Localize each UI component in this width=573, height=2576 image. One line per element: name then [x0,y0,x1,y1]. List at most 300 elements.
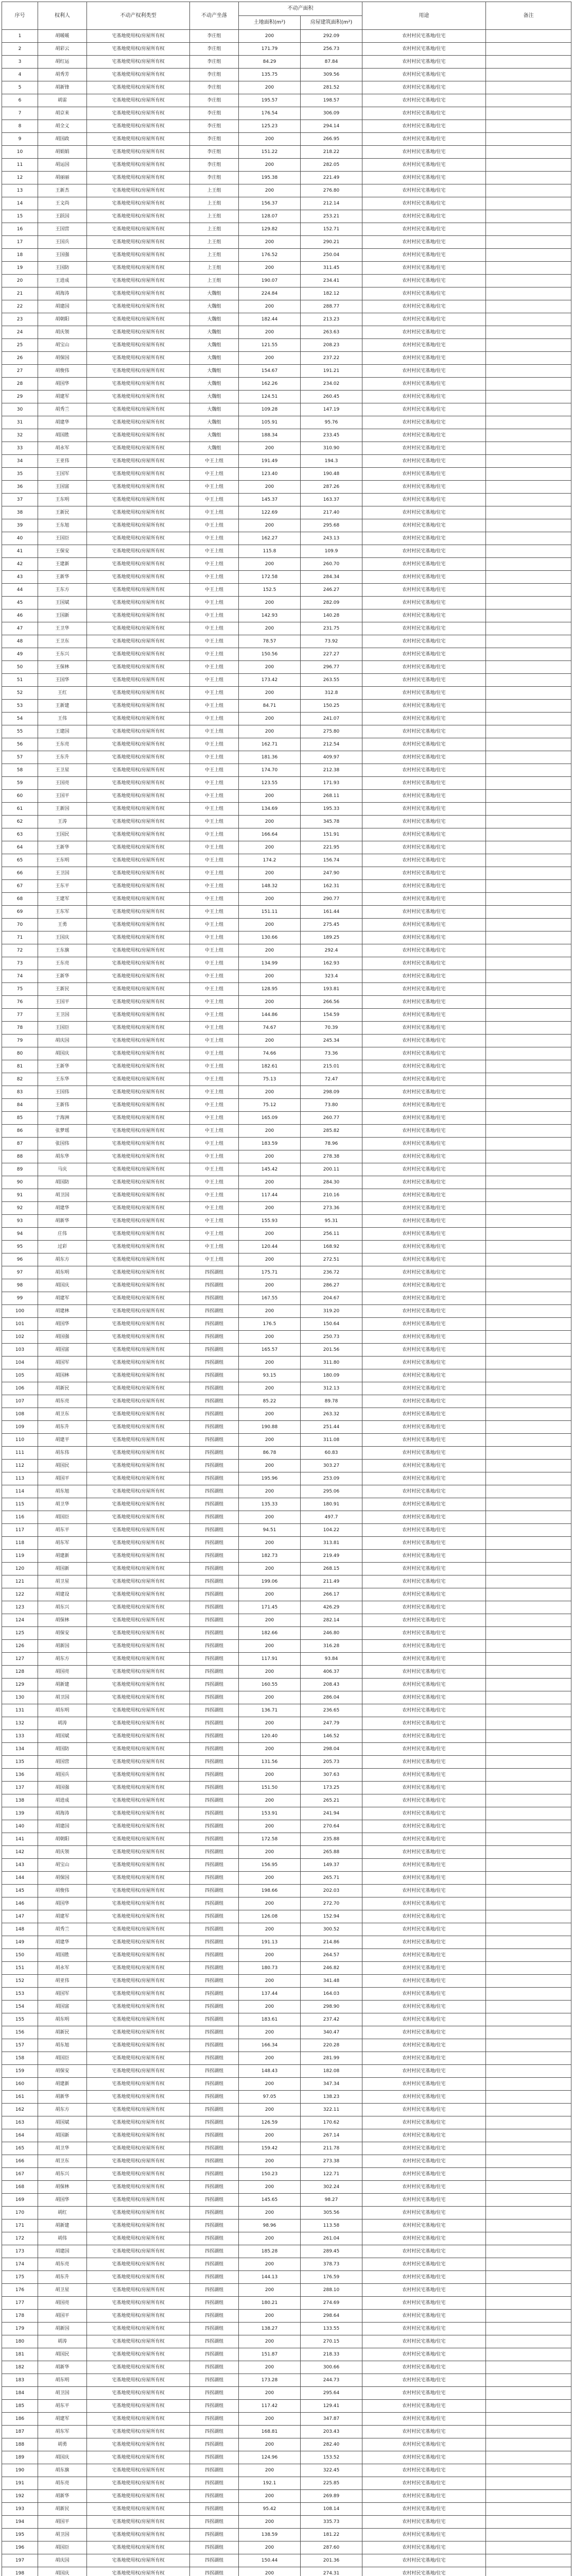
seq-cell: 116 [2,1511,38,1524]
table-row [2,1022,571,1035]
land-area-cell: 183.59 [239,1138,301,1150]
owner-cell: 胡东兴 [38,2168,87,2181]
building-area-cell: 227.27 [301,648,362,661]
remark-cell [486,2116,571,2129]
owner-cell: 王新华 [38,571,87,584]
table-row [2,2361,571,2374]
location-cell: 四拐湖组 [190,1769,239,1782]
owner-cell: 胡雷 [38,94,87,107]
table-row [2,931,571,944]
right-type-cell: 宅基地使用权/房屋所有权 [87,854,190,867]
land-area-cell: 151.11 [239,906,301,919]
use-cell: 农村村民宅基地/住宅 [362,1382,486,1395]
land-area-cell: 117.42 [239,2400,301,2413]
seq-cell: 103 [2,1344,38,1357]
building-area-cell: 287.60 [301,2541,362,2554]
table-row [2,906,571,919]
use-cell: 农村村民宅基地/住宅 [362,2142,486,2155]
owner-cell: 胡新华 [38,2361,87,2374]
land-area-cell: 136.71 [239,1704,301,1717]
building-area-cell: 235.88 [301,1833,362,1846]
land-area-cell: 94.51 [239,1524,301,1537]
owner-cell: 胡建新 [38,1550,87,1563]
land-area-cell: 171.45 [239,1601,301,1614]
seq-cell: 4 [2,69,38,81]
right-type-cell: 宅基地使用权/房屋所有权 [87,1408,190,1421]
building-area-cell: 260.77 [301,1112,362,1125]
seq-cell: 15 [2,210,38,223]
location-cell: 四拐湖组 [190,2001,239,2013]
use-cell: 农村村民宅基地/住宅 [362,1266,486,1279]
land-area-cell: 130.66 [239,931,301,944]
right-type-cell: 宅基地使用权/房屋所有权 [87,1125,190,1138]
land-area-cell: 176.52 [239,249,301,262]
right-type-cell: 宅基地使用权/房屋所有权 [87,1112,190,1125]
location-cell: 中王上组 [190,764,239,777]
seq-cell: 51 [2,674,38,687]
land-area-cell: 151.22 [239,146,301,159]
seq-cell: 56 [2,738,38,751]
seq-cell: 179 [2,2323,38,2335]
land-area-cell: 84.71 [239,700,301,713]
owner-cell: 胡国胜 [38,429,87,442]
seq-cell: 125 [2,1627,38,1640]
seq-cell: 99 [2,1292,38,1305]
remark-cell [486,1421,571,1434]
use-cell: 农村村民宅基地/住宅 [362,1743,486,1756]
use-cell: 农村村民宅基地/住宅 [362,146,486,159]
owner-cell: 胡建华 [38,1936,87,1949]
remark-cell [486,738,571,751]
seq-cell: 7 [2,107,38,120]
seq-cell: 49 [2,648,38,661]
building-area-cell: 278.38 [301,1150,362,1163]
land-area-cell: 125.23 [239,120,301,133]
building-area-cell: 295.68 [301,519,362,532]
location-cell: 四拐湖组 [190,2219,239,2232]
right-type-cell: 宅基地使用权/房屋所有权 [87,609,190,622]
remark-cell [486,455,571,468]
table-row [2,970,571,983]
land-area-cell: 200 [239,1743,301,1756]
location-cell: 中王上组 [190,983,239,996]
owner-cell: 王国强 [38,249,87,262]
right-type-cell: 宅基地使用权/房屋所有权 [87,1833,190,1846]
table-row [2,223,571,236]
remark-cell [486,854,571,867]
use-cell: 农村村民宅基地/住宅 [362,2026,486,2039]
seq-cell: 147 [2,1910,38,1923]
location-cell: 李庄组 [190,69,239,81]
use-cell: 农村村民宅基地/住宅 [362,1859,486,1872]
table-row [2,1794,571,1807]
seq-cell: 149 [2,1936,38,1949]
location-cell: 中王上组 [190,1150,239,1163]
use-cell: 农村村民宅基地/住宅 [362,1756,486,1769]
owner-cell: 于海洲 [38,1112,87,1125]
building-area-cell: 340.47 [301,2026,362,2039]
location-cell: 大魏组 [190,391,239,403]
land-area-cell: 159.42 [239,2142,301,2155]
table-row [2,352,571,365]
location-cell: 中王上组 [190,1112,239,1125]
seq-cell: 183 [2,2374,38,2387]
table-row [2,1743,571,1756]
use-cell: 农村村民宅基地/住宅 [362,2039,486,2052]
remark-cell [486,777,571,790]
remark-cell [486,378,571,391]
table-row [2,2490,571,2503]
seq-cell: 92 [2,1202,38,1215]
building-area-cell: 203.43 [301,2426,362,2438]
right-type-cell: 宅基地使用权/房屋所有权 [87,1640,190,1653]
seq-cell: 48 [2,635,38,648]
owner-cell: 胡国华 [38,1318,87,1331]
building-area-cell: 378.73 [301,2258,362,2271]
owner-cell: 胡秀芳 [38,69,87,81]
building-area-cell: 218.33 [301,2348,362,2361]
land-area-cell: 181.36 [239,751,301,764]
remark-cell [486,2529,571,2541]
building-area-cell: 282.09 [301,597,362,609]
owner-cell: 胡建国 [38,300,87,313]
seq-cell: 102 [2,1331,38,1344]
owner-cell: 胡东平 [38,2400,87,2413]
owner-cell: 胡新民 [38,1382,87,1395]
location-cell: 大魏组 [190,326,239,339]
seq-cell: 16 [2,223,38,236]
remark-cell [486,1022,571,1035]
building-area-cell: 341.48 [301,1975,362,1988]
remark-cell [486,2361,571,2374]
use-cell: 农村村民宅基地/住宅 [362,1047,486,1060]
seq-cell: 161 [2,2091,38,2104]
location-cell: 四拐湖组 [190,2567,239,2576]
remark-cell [486,2477,571,2490]
owner-cell: 马庆 [38,1163,87,1176]
remark-cell [486,262,571,275]
table-row [2,1112,571,1125]
use-cell: 农村村民宅基地/住宅 [362,1627,486,1640]
land-area-cell: 200 [239,1640,301,1653]
owner-cell: 王东明 [38,854,87,867]
use-cell: 农村村民宅基地/住宅 [362,2438,486,2451]
owner-cell: 胡宝山 [38,1859,87,1872]
right-type-cell: 宅基地使用权/房屋所有权 [87,1975,190,1988]
use-cell: 农村村民宅基地/住宅 [362,1060,486,1073]
remark-cell [486,468,571,481]
location-cell: 中王上组 [190,1241,239,1253]
remark-cell [486,172,571,184]
building-area-cell: 302.24 [301,2181,362,2194]
header-area-group: 不动产面积 [239,2,362,16]
owner-cell: 胡京来 [38,107,87,120]
use-cell: 农村村民宅基地/住宅 [362,133,486,146]
seq-cell: 25 [2,339,38,352]
building-area-cell: 313.81 [301,1537,362,1550]
location-cell: 中王上组 [190,571,239,584]
right-type-cell: 宅基地使用权/房屋所有权 [87,275,190,287]
location-cell: 四拐湖组 [190,1498,239,1511]
owner-cell: 王红 [38,687,87,700]
remark-cell [486,197,571,210]
land-area-cell: 200 [239,1382,301,1395]
seq-cell: 88 [2,1150,38,1163]
land-area-cell: 200 [239,1588,301,1601]
land-area-cell: 124.51 [239,391,301,403]
use-cell: 农村村民宅基地/住宅 [362,2361,486,2374]
table-row [2,2477,571,2490]
header-building-area: 房屋建筑面积(m²) [301,16,362,30]
use-cell: 农村村民宅基地/住宅 [362,867,486,880]
owner-cell: 胡国庆 [38,2451,87,2464]
owner-cell: 张国伟 [38,1138,87,1150]
seq-cell: 65 [2,854,38,867]
location-cell: 四拐湖组 [190,1988,239,2001]
use-cell: 农村村民宅基地/住宅 [362,1485,486,1498]
right-type-cell: 宅基地使用权/房屋所有权 [87,1344,190,1357]
remark-cell [486,391,571,403]
land-area-cell: 195.57 [239,94,301,107]
building-area-cell: 289.45 [301,2245,362,2258]
building-area-cell: 275.80 [301,725,362,738]
table-row [2,1253,571,1266]
use-cell: 农村村民宅基地/住宅 [362,1086,486,1099]
use-cell: 农村村民宅基地/住宅 [362,210,486,223]
building-area-cell: 335.73 [301,2516,362,2529]
location-cell: 中王上组 [190,1253,239,1266]
right-type-cell: 宅基地使用权/房屋所有权 [87,2116,190,2129]
remark-cell [486,2541,571,2554]
remark-cell [486,1859,571,1872]
owner-cell: 胡亚伟 [38,1975,87,1988]
location-cell: 四拐湖组 [190,1704,239,1717]
location-cell: 四拐湖组 [190,1820,239,1833]
building-area-cell: 133.55 [301,2323,362,2335]
building-area-cell: 284.30 [301,1176,362,1189]
building-area-cell: 292.4 [301,944,362,957]
location-cell: 四拐湖组 [190,2181,239,2194]
use-cell: 农村村民宅基地/住宅 [362,622,486,635]
land-area-cell: 155.93 [239,1215,301,1228]
remark-cell [486,1691,571,1704]
owner-cell: 胡国兵 [38,1769,87,1782]
building-area-cell: 170.62 [301,2116,362,2129]
remark-cell [486,2078,571,2091]
use-cell: 农村村民宅基地/住宅 [362,365,486,378]
table-row [2,1666,571,1679]
owner-cell: 王东明 [38,494,87,506]
land-area-cell: 192.1 [239,2477,301,2490]
location-cell: 中王上组 [190,944,239,957]
right-type-cell: 宅基地使用权/房屋所有权 [87,1241,190,1253]
building-area-cell: 236.65 [301,1704,362,1717]
seq-cell: 162 [2,2104,38,2116]
seq-cell: 76 [2,996,38,1009]
table-row [2,983,571,996]
location-cell: 四拐湖组 [190,2554,239,2567]
right-type-cell: 宅基地使用权/房屋所有权 [87,172,190,184]
table-row [2,1704,571,1717]
right-type-cell: 宅基地使用权/房屋所有权 [87,133,190,146]
land-area-cell: 200 [239,1717,301,1730]
table-row [2,146,571,159]
building-area-cell: 347.34 [301,2078,362,2091]
table-row [2,43,571,56]
land-area-cell: 200 [239,1331,301,1344]
land-area-cell: 115.8 [239,545,301,558]
owner-cell: 王卫国 [38,1009,87,1022]
building-area-cell: 243.13 [301,532,362,545]
location-cell: 中王上组 [190,906,239,919]
remark-cell [486,313,571,326]
building-area-cell: 208.23 [301,339,362,352]
use-cell: 农村村民宅基地/住宅 [362,69,486,81]
use-cell: 农村村民宅基地/住宅 [362,1202,486,1215]
use-cell: 农村村民宅基地/住宅 [362,352,486,365]
building-area-cell: 95.31 [301,1215,362,1228]
remark-cell [486,1769,571,1782]
use-cell: 农村村民宅基地/住宅 [362,313,486,326]
right-type-cell: 宅基地使用权/房屋所有权 [87,1447,190,1460]
land-area-cell: 135.75 [239,69,301,81]
land-area-cell: 131.56 [239,1756,301,1769]
building-area-cell: 276.80 [301,184,362,197]
right-type-cell: 宅基地使用权/房屋所有权 [87,790,190,803]
right-type-cell: 宅基地使用权/房屋所有权 [87,1820,190,1833]
land-area-cell: 176.5 [239,1318,301,1331]
seq-cell: 74 [2,970,38,983]
location-cell: 四拐湖组 [190,2438,239,2451]
owner-cell: 胡秀兰 [38,1923,87,1936]
land-area-cell: 224.84 [239,287,301,300]
use-cell: 农村村民宅基地/住宅 [362,1099,486,1112]
right-type-cell: 宅基地使用权/房屋所有权 [87,1279,190,1292]
seq-cell: 53 [2,700,38,713]
owner-cell: 王国兵 [38,236,87,249]
location-cell: 中王上组 [190,687,239,700]
right-type-cell: 宅基地使用权/房屋所有权 [87,1202,190,1215]
use-cell: 农村村民宅基地/住宅 [362,81,486,94]
owner-cell: 王亚伟 [38,455,87,468]
land-area-cell: 200 [239,2026,301,2039]
right-type-cell: 宅基地使用权/房屋所有权 [87,725,190,738]
location-cell: 中王上组 [190,931,239,944]
table-row [2,481,571,494]
owner-cell: 王进成 [38,275,87,287]
location-cell: 李庄组 [190,81,239,94]
owner-cell: 胡新华 [38,2091,87,2104]
land-area-cell: 200 [239,996,301,1009]
table-row [2,648,571,661]
use-cell: 农村村民宅基地/住宅 [362,2078,486,2091]
land-area-cell: 200 [239,970,301,983]
right-type-cell: 宅基地使用权/房屋所有权 [87,532,190,545]
table-row [2,996,571,1009]
land-area-cell: 200 [239,713,301,725]
right-type-cell: 宅基地使用权/房屋所有权 [87,468,190,481]
land-area-cell: 117.91 [239,1653,301,1666]
use-cell: 农村村民宅基地/住宅 [362,1292,486,1305]
building-area-cell: 251.44 [301,1421,362,1434]
remark-cell [486,1756,571,1769]
use-cell: 农村村民宅基地/住宅 [362,1601,486,1614]
seq-cell: 61 [2,803,38,816]
owner-cell: 胡东升 [38,2271,87,2284]
seq-cell: 70 [2,919,38,931]
table-row [2,94,571,107]
building-area-cell: 260.70 [301,558,362,571]
building-area-cell: 284.34 [301,571,362,584]
remark-cell [486,2181,571,2194]
use-cell: 农村村民宅基地/住宅 [362,790,486,803]
table-row [2,2271,571,2284]
owner-cell: 王伟 [38,713,87,725]
owner-cell: 王新杰 [38,184,87,197]
use-cell: 农村村民宅基地/住宅 [362,764,486,777]
owner-cell: 胡红 [38,2207,87,2219]
use-cell: 农村村民宅基地/住宅 [362,931,486,944]
location-cell: 李庄组 [190,56,239,69]
seq-cell: 17 [2,236,38,249]
table-row [2,2245,571,2258]
seq-cell: 114 [2,1485,38,1498]
seq-cell: 137 [2,1782,38,1794]
right-type-cell: 宅基地使用权/房屋所有权 [87,1885,190,1897]
building-area-cell: 247.90 [301,867,362,880]
building-area-cell: 129.41 [301,2400,362,2413]
use-cell: 农村村民宅基地/住宅 [362,403,486,416]
right-type-cell: 宅基地使用权/房屋所有权 [87,1846,190,1859]
table-row [2,133,571,146]
location-cell: 四拐湖组 [190,1524,239,1537]
land-area-cell: 142.93 [239,609,301,622]
table-row [2,1369,571,1382]
use-cell: 农村村民宅基地/住宅 [362,944,486,957]
seq-cell: 31 [2,416,38,429]
right-type-cell: 宅基地使用权/房屋所有权 [87,648,190,661]
seq-cell: 122 [2,1588,38,1601]
use-cell: 农村村民宅基地/住宅 [362,468,486,481]
use-cell: 农村村民宅基地/住宅 [362,1073,486,1086]
remark-cell [486,2464,571,2477]
right-type-cell: 宅基地使用权/房屋所有权 [87,2477,190,2490]
table-row [2,210,571,223]
use-cell: 农村村民宅基地/住宅 [362,584,486,597]
location-cell: 四拐湖组 [190,2297,239,2310]
remark-cell [486,2258,571,2271]
remark-cell [486,751,571,764]
location-cell: 李庄组 [190,159,239,172]
table-row [2,1163,571,1176]
right-type-cell: 宅基地使用权/房屋所有权 [87,159,190,172]
remark-cell [486,69,571,81]
land-area-cell: 190.88 [239,1421,301,1434]
table-row [2,867,571,880]
right-type-cell: 宅基地使用权/房屋所有权 [87,1266,190,1279]
land-area-cell: 200 [239,2541,301,2554]
owner-cell: 胡东明 [38,1704,87,1717]
location-cell: 中王上组 [190,1060,239,1073]
location-cell: 四拐湖组 [190,2400,239,2413]
table-row [2,944,571,957]
right-type-cell: 宅基地使用权/房屋所有权 [87,339,190,352]
seq-cell: 154 [2,2001,38,2013]
owner-cell: 王国防 [38,262,87,275]
land-area-cell: 166.34 [239,2039,301,2052]
owner-cell: 胡涛 [38,2335,87,2348]
location-cell: 大魏组 [190,403,239,416]
